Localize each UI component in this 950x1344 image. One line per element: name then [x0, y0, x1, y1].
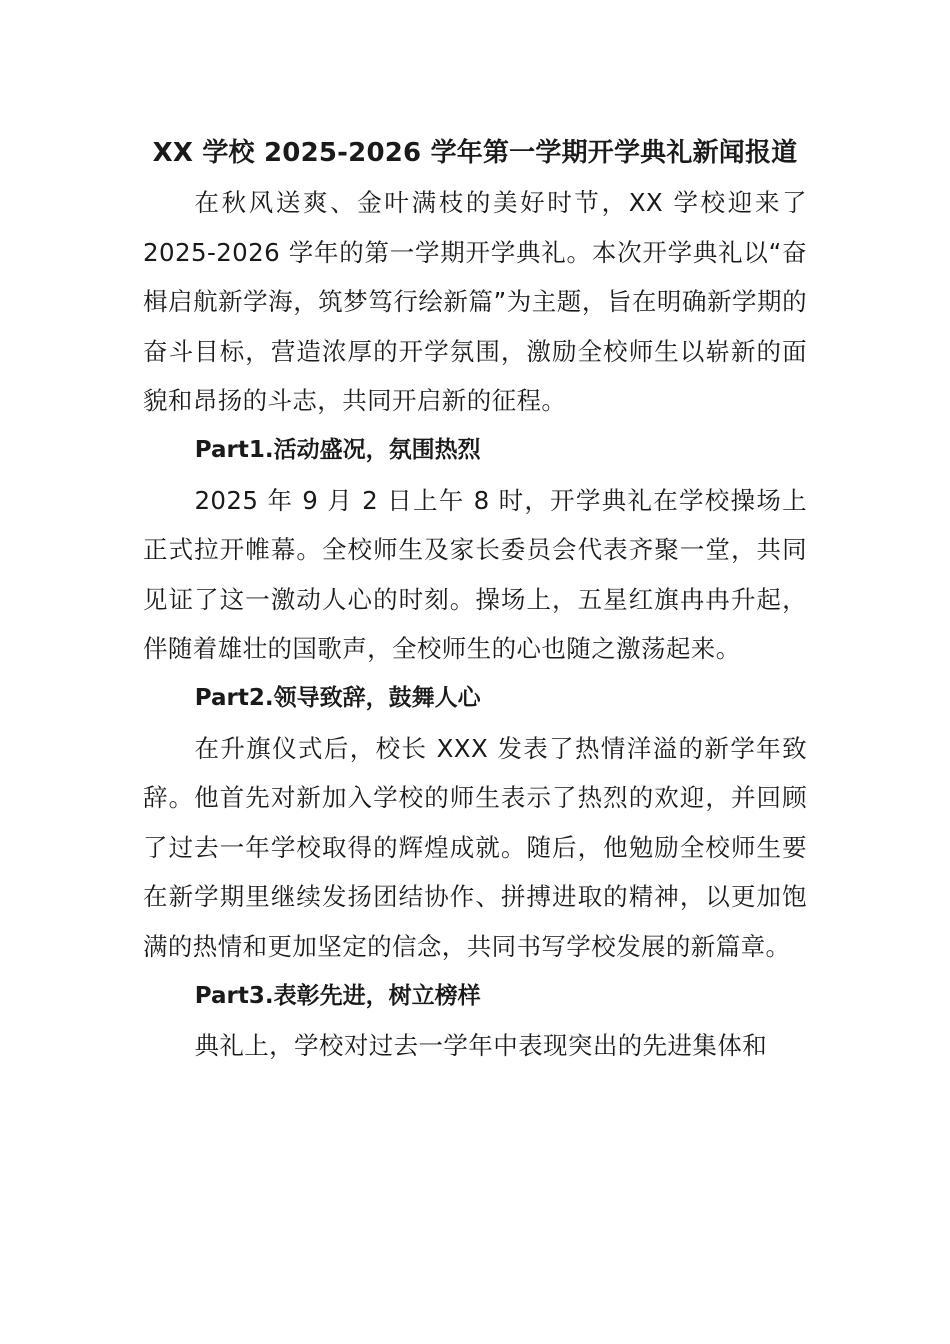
section-heading-3: Part3.表彰先进，树立榜样 — [194, 982, 481, 1009]
document-page — [143, 128, 807, 1071]
section-body-1: 2025 年 9 月 2 日上午 8 时，开学典礼在学校操场上正式拉开帷幕。全校师生及家长委员会代表齐聚一堂，共同见证了这一激动人心的时刻。操场上，五星红旗冉冉升起，伴随着雄壮的国歌声，全校师生的心也随之激荡起来。 — [143, 485, 807, 664]
section-heading-2: Part2.领导致辞，鼓舞人心 — [194, 684, 481, 711]
section-body-3: 典礼上，学校对过去一学年中表现突出的先进集体和 — [194, 1031, 768, 1061]
section-heading-1: Part1.活动盛况，氛围热烈 — [194, 436, 481, 463]
section-body-2: 在升旗仪式后，校长 XXX 发表了热情洋溢的新学年致辞。他首先对新加入学校的师生表示了热烈的欢迎，并回顾了过去一年学校取得的辉煌成就。随后，他勉励全校师生要在新学期里继续发扬团结协作、拼搏进取的精神，以更加饱满的热情和更加坚定的信念，共同书写学校发展的新篇章。 — [143, 733, 807, 961]
intro-paragraph: 在秋风送爽、金叶满枝的美好时节，XX 学校迎来了2025-2026 学年的第一学期开学典礼。本次开学典礼以“奋楫启航新学海，筑梦笃行绘新篇”为主题，旨在明确新学期的奋斗目标，营造浓厚的开学氛围，激励全校师生以崭新的面貌和昂扬的斗志，共同开启新的征程。 — [143, 188, 807, 416]
document-title: XX 学校 2025-2026 学年第一学期开学典礼新闻报道 — [152, 138, 798, 168]
